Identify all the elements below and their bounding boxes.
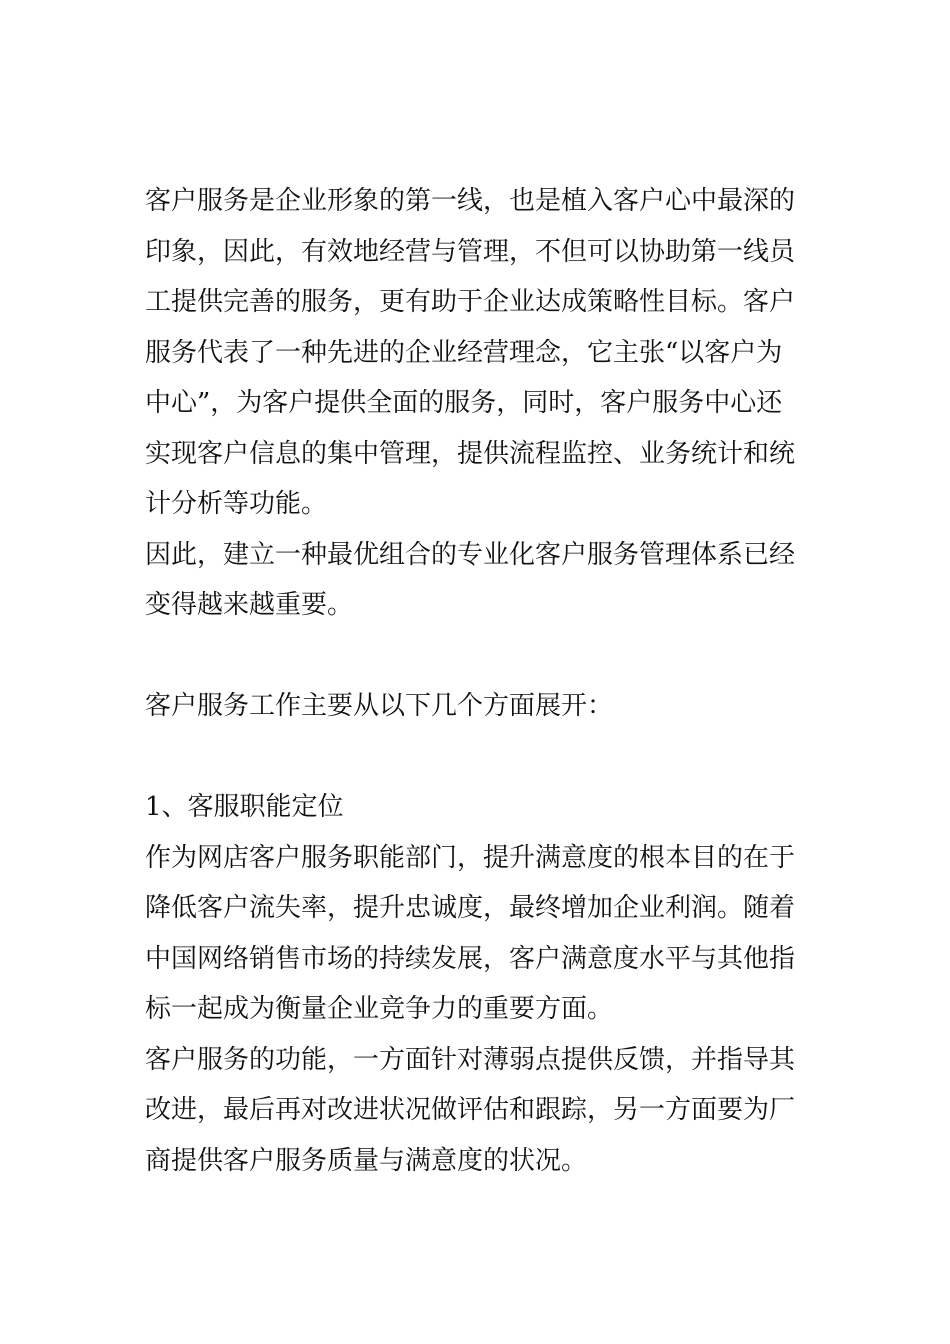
section-paragraph-1: 作为网店客户服务职能部门，提升满意度的根本目的在于降低客户流失率，提升忠诚度，最终增加企业利润。随着中国网络销售市场的持续发展，客户满意度水平与其他指标一起成为衡量企业竞争力的重要方面。	[145, 842, 796, 1024]
conclusion-paragraph: 因此，建立一种最优组合的专业化客户服务管理体系已经变得越来越重要。	[145, 539, 796, 620]
document-body	[145, 176, 807, 1186]
section-heading: 1、客服职能定位	[145, 792, 344, 822]
blank-line	[145, 732, 807, 783]
intro-paragraph: 客户服务是企业形象的第一线，也是植入客户心中最深的印象，因此，有效地经营与管理，不但可以协助第一线员工提供完善的服务，更有助于企业达成策略性目标。客户服务代表了一种先进的企业经营理念，它主张“以客户为中心”，为客户提供全面的服务，同时，客户服务中心还实现客户信息的集中管理，提供流程监控、业务统计和统计分析等功能。	[145, 186, 796, 519]
blank-line	[145, 631, 807, 682]
section-paragraph-2: 客户服务的功能，一方面针对薄弱点提供反馈，并指导其改进，最后再对改进状况做评估和跟踪，另一方面要为厂商提供客户服务质量与满意度的状况。	[145, 1044, 796, 1176]
section-intro-paragraph: 客户服务工作主要从以下几个方面展开：	[145, 691, 614, 721]
